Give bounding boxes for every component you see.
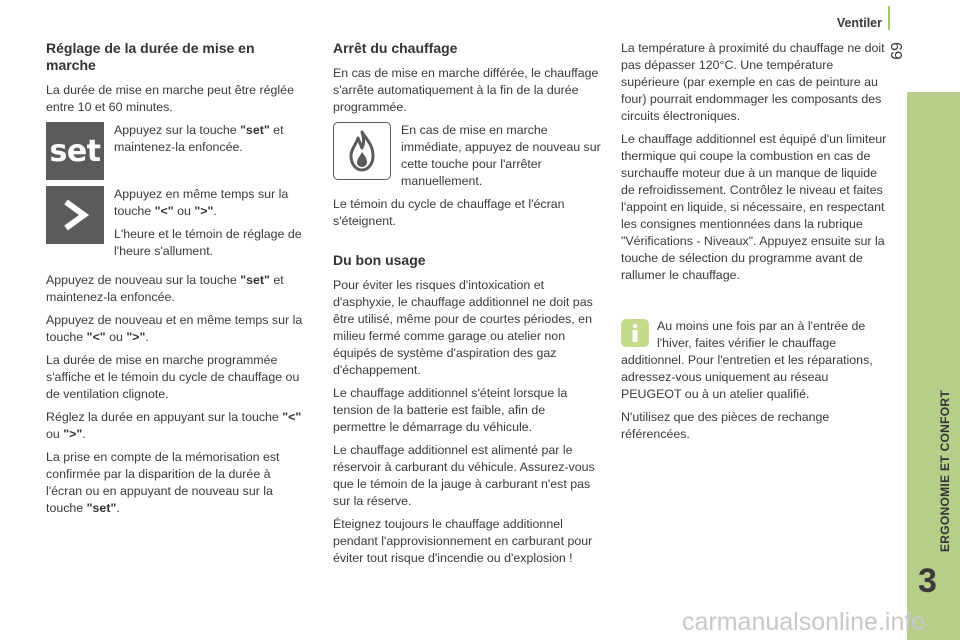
step2-pre: Appuyez en même temps sur la touche	[114, 187, 289, 218]
section-title: Ventiler	[836, 16, 882, 30]
paragraph-use-4: Éteignez toujours le chauffage additionnel pendant l'approvisionnement en carburant pour éviter tout risque d'incendie ou d'explosion !	[333, 517, 593, 565]
step1-post: et maintenez-la enfoncée.	[114, 123, 284, 154]
period: .	[213, 204, 217, 218]
info-icon	[621, 319, 649, 347]
p4-key-gt: ">"	[126, 330, 146, 344]
step2-instruction	[114, 186, 308, 220]
paragraph-limiter: Le chauffage additionnel est équipé d'un limiteur thermique qui coupe la combustion en cas de surchauffe moteur due à un manque de liquide de refroidissement. Contrôlez le niveau et faites l'appoint en liquide, si nécessaire, en respectant les consignes mentionnées dans la rubrique "Vérifications - Niveaux". Appuyez ensuite sur la touche de sélection du programme avant de rallumer le chauffage.	[621, 132, 887, 282]
info-paragraph-2: N'utilisez que des pièces de rechange référencées.	[621, 410, 830, 441]
p3-post: et maintenez-la enfoncée.	[46, 273, 284, 304]
chapter-tab	[907, 92, 960, 640]
chevron-right-key-icon	[46, 186, 104, 244]
step1-key: "set"	[240, 123, 270, 137]
p3-key: "set"	[240, 273, 270, 287]
p6-key-lt: "<"	[282, 410, 302, 424]
or-word: ou	[173, 204, 195, 218]
heading-duration: Réglage de la durée de mise en marche	[46, 40, 255, 73]
flame-key-icon	[333, 122, 391, 180]
paragraph-3	[46, 272, 308, 306]
heading-good-use: Du bon usage	[333, 252, 426, 268]
step-arrow-key	[46, 186, 308, 266]
paragraph-stop-2: Le témoin du cycle de chauffage et l'écran s'éteignent.	[333, 197, 565, 228]
p4-key-lt: "<"	[86, 330, 106, 344]
p6-period: .	[82, 427, 86, 441]
chapter-number: 3	[918, 562, 937, 600]
key-lt: "<"	[154, 204, 174, 218]
p4-or: ou	[105, 330, 127, 344]
paragraph-intro: La durée de mise en marche peut être réglée entre 10 et 60 minutes.	[46, 83, 294, 114]
paragraph-temp: La température à proximité du chauffage ne doit pas dépasser 120°C. Une température supérieure (par exemple en cas de peinture au four) pourrait endommager les composants des circuits électroniques.	[621, 41, 885, 123]
info-glyph-icon	[626, 323, 644, 343]
paragraph-5: La durée de mise en marche programmée s'affiche et le témoin du cycle de chauffage ou de ventilation clignote.	[46, 353, 300, 401]
flame-step-text: En cas de mise en marche immédiate, appuyez de nouveau sur cette touche pour l'arrêter manuellement.	[401, 123, 601, 188]
page-number: 69	[887, 42, 904, 60]
chapter-label: ERGONOMIE ET CONFORT	[938, 390, 952, 552]
step2-result: L'heure et le témoin de réglage de l'heure s'allument.	[114, 227, 302, 258]
paragraph-4	[46, 312, 308, 346]
watermark: carmanualsonline.info	[682, 608, 926, 636]
set-key-label: set	[49, 133, 101, 169]
info-box	[621, 318, 889, 443]
step-flame-key	[333, 122, 601, 190]
info-paragraph-1: Au moins une fois par an à l'entrée de l'hiver, faites vérifier le chauffage additionnel. Pour l'entretien et les réparations, adressez-vous uniquement au réseau PEUGEOT ou à un atelier qualifié.	[621, 319, 873, 401]
p7-pre: La prise en compte de la mémorisation est confirmée par la disparition de la durée à l'écran ou en appuyant de nouveau sur la touche	[46, 450, 280, 515]
paragraph-6	[46, 409, 308, 443]
p7-period: .	[116, 501, 120, 515]
paragraph-use-1: Pour éviter les risques d'intoxication et d'asphyxie, le chauffage additionnel ne doit pas être utilisé, même pour de courtes périodes, en milieu fermé comme garage ou atelier non équipés de système d'aspiration des gaz d'échappement.	[333, 278, 593, 377]
paragraph-use-3: Le chauffage additionnel est alimenté par le réservoir à carburant du véhicule. Assurez-vous que le témoin de la jauge à carburant n'est pas sur la réserve.	[333, 443, 595, 508]
header-divider	[888, 6, 890, 30]
p6-or: ou	[46, 427, 64, 441]
step2-text	[114, 186, 308, 266]
paragraph-7	[46, 449, 308, 517]
p4-period: .	[145, 330, 149, 344]
p3-pre: Appuyez de nouveau sur la touche	[46, 273, 241, 287]
paragraph-stop-1: En cas de mise en marche différée, le chauffage s'arrête automatiquement à la fin de la durée programmée.	[333, 66, 599, 114]
column-3	[621, 40, 889, 449]
column-1	[46, 40, 308, 523]
column-2	[333, 40, 601, 573]
step1-pre: Appuyez sur la touche	[114, 123, 241, 137]
p6-key-gt: ">"	[63, 427, 83, 441]
step-set-key	[46, 122, 308, 180]
step1-text	[114, 122, 308, 156]
paragraph-use-2: Le chauffage additionnel s'éteint lorsque la tension de la batterie est faible, afin de permettre le démarrage du véhicule.	[333, 386, 568, 434]
p7-key: "set"	[86, 501, 117, 515]
flame-icon	[347, 130, 377, 172]
heading-stop-heating: Arrêt du chauffage	[333, 40, 458, 56]
set-key-icon	[46, 122, 104, 180]
p4-pre: Appuyez de nouveau et en même temps sur la touche	[46, 313, 303, 344]
p6-pre: Réglez la durée en appuyant sur la touche	[46, 410, 283, 424]
key-gt: ">"	[194, 204, 214, 218]
chevron-right-icon	[58, 198, 92, 232]
